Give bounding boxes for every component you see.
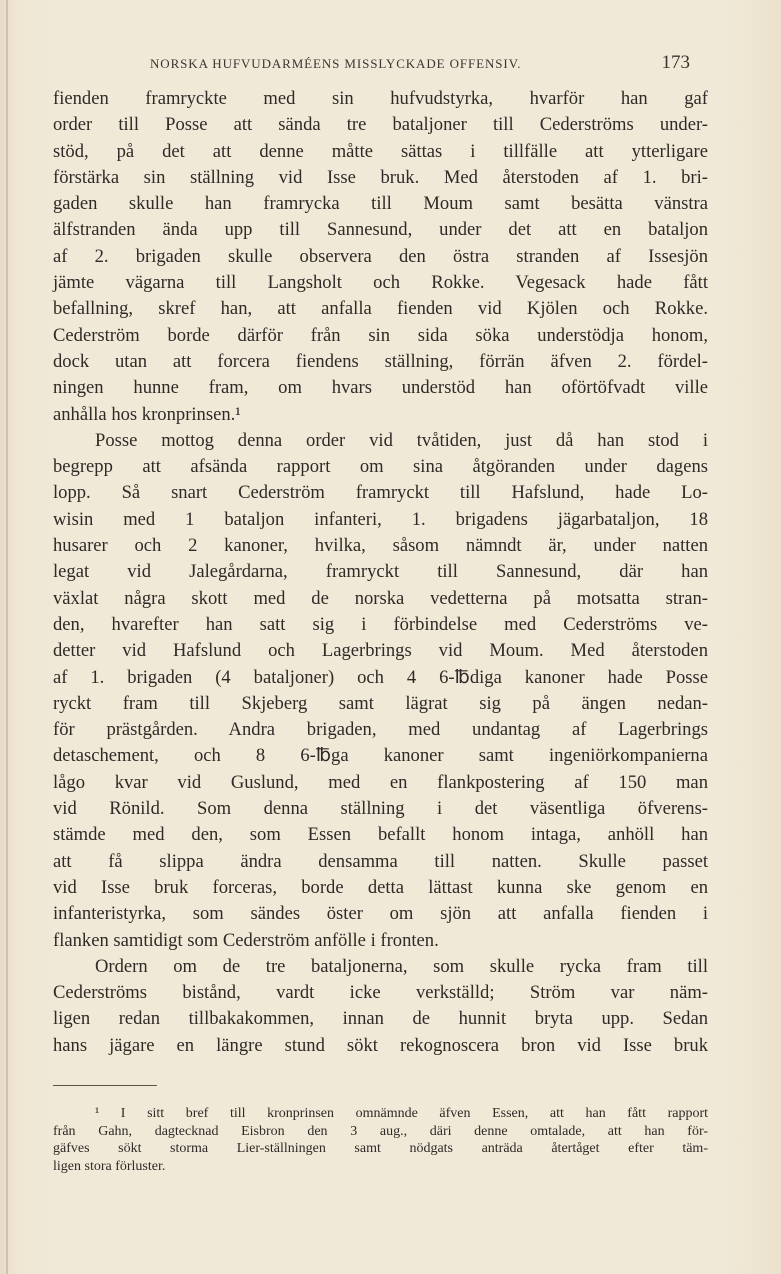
page-header bbox=[150, 52, 690, 76]
text-line: legat vid Jalegårdarna, framryckt till Sannesund, där han bbox=[53, 561, 708, 583]
text-line: jämte vägarna till Langsholt och Rokke. Vegesack hade fått bbox=[53, 272, 708, 294]
text-line: Ordern om de tre bataljonerna, som skulle rycka fram till bbox=[95, 955, 708, 977]
footnote-line: ¹ I sitt bref till kronprinsen omnämnde äfven Essen, att han fått rapport bbox=[95, 1106, 708, 1121]
footnote-line: gäfves sökt storma Lier-ställningen samt nödgats anträda återtåget efter täm- bbox=[53, 1141, 708, 1156]
page-binding-edge bbox=[6, 0, 8, 1274]
text-line: wisin med 1 bataljon infanteri, 1. brigadens jägarbataljon, 18 bbox=[53, 508, 708, 530]
text-line: hans jägare en längre stund sökt rekognoscera bron vid Isse bruk bbox=[53, 1034, 708, 1056]
page-number: 173 bbox=[661, 52, 690, 73]
text-line: Cederström borde därför från sin sida söka understödja honom, bbox=[53, 324, 708, 346]
text-line: stämde med den, som Essen befallt honom intaga, anhöll han bbox=[53, 824, 708, 846]
text-line: förstärka sin ställning vid Isse bruk. Med återstoden af 1. bri- bbox=[53, 166, 708, 188]
text-line: gaden skulle han framrycka till Moum samt besätta vänstra bbox=[53, 193, 708, 215]
text-line: Posse mottog denna order vid tvåtiden, just då han stod i bbox=[95, 429, 708, 451]
text-line: ryckt fram till Skjeberg samt lägrat sig på ängen nedan- bbox=[53, 692, 708, 714]
footnote-rule bbox=[53, 1085, 157, 1086]
text-line: älfstranden ända upp till Sannesund, under det att en bataljon bbox=[53, 219, 708, 241]
text-line: begrepp att afsända rapport om sina åtgöranden under dagens bbox=[53, 456, 708, 478]
text-line: husarer och 2 kanoner, hvilka, såsom nämndt är, under natten bbox=[53, 535, 708, 557]
text-line: ningen hunne fram, om hvars understöd han oförtöfvadt ville bbox=[53, 377, 708, 399]
text-line: af 2. brigaden skulle observera den östra stranden af Issesjön bbox=[53, 245, 708, 267]
text-line: befallning, skref han, att anfalla fienden vid Kjölen och Rokke. bbox=[53, 298, 708, 320]
footnote bbox=[53, 1105, 708, 1175]
text-line: order till Posse att sända tre bataljoner till Cederströms under- bbox=[53, 114, 708, 136]
running-title: NORSKA HUFVUDARMÉENS MISSLYCKADE OFFENSIV. bbox=[150, 56, 522, 71]
text-line: flanken samtidigt som Cederström anfölle i fronten. bbox=[53, 929, 439, 951]
text-line: vid Isse bruk forceras, borde detta lättast kunna ske genom en bbox=[53, 876, 708, 898]
text-line: fienden framryckte med sin hufvudstyrka, hvarför han gaf bbox=[53, 88, 708, 109]
text-line: den, hvarefter han satt sig i förbindelse med Cederströms ve- bbox=[53, 613, 708, 635]
text-line: Cederströms bistånd, vardt icke verkställd; Ström var näm- bbox=[53, 982, 708, 1004]
text-line: af 1. brigaden (4 bataljoner) och 4 6-℔diga kanoner hade Posse bbox=[53, 666, 708, 688]
text-line: dock utan att forcera fiendens ställning, förrän äfven 2. fördel- bbox=[53, 350, 708, 372]
text-line: vid Rönild. Som denna ställning i det väsentliga öfverens- bbox=[53, 798, 708, 820]
text-line: detaschement, och 8 6-℔ga kanoner samt ingeniörkompanierna bbox=[53, 745, 708, 767]
text-line: detter vid Hafslund och Lagerbrings vid Moum. Med återstoden bbox=[53, 640, 708, 662]
text-line: att få slippa ändra densamma till natten. Skulle passet bbox=[53, 850, 708, 872]
text-line: ligen redan tillbakakommen, innan de hunnit bryta upp. Sedan bbox=[53, 1008, 708, 1030]
text-line: lopp. Så snart Cederström framryckt till Hafslund, hade Lo- bbox=[53, 482, 708, 504]
text-line: växlat några skott med de norska vedetterna på motsatta stran- bbox=[53, 587, 708, 609]
text-line: för prästgården. Andra brigaden, med undantag af Lagerbrings bbox=[53, 719, 708, 741]
text-line: anhålla hos kronprinsen.¹ bbox=[53, 403, 241, 425]
text-line: infanteristyrka, som sändes öster om sjön att anfalla fienden i bbox=[53, 903, 708, 925]
text-line: stöd, på det att denne måtte sättas i tillfälle att ytterligare bbox=[53, 140, 708, 162]
body-text bbox=[53, 86, 708, 1059]
footnote-line: ligen stora förluster. bbox=[53, 1158, 166, 1174]
text-line: lågo kvar vid Guslund, med en flankpostering af 150 man bbox=[53, 771, 708, 793]
footnote-line: från Gahn, dagtecknad Eisbron den 3 aug., däri denne omtalade, att han för- bbox=[53, 1123, 708, 1139]
